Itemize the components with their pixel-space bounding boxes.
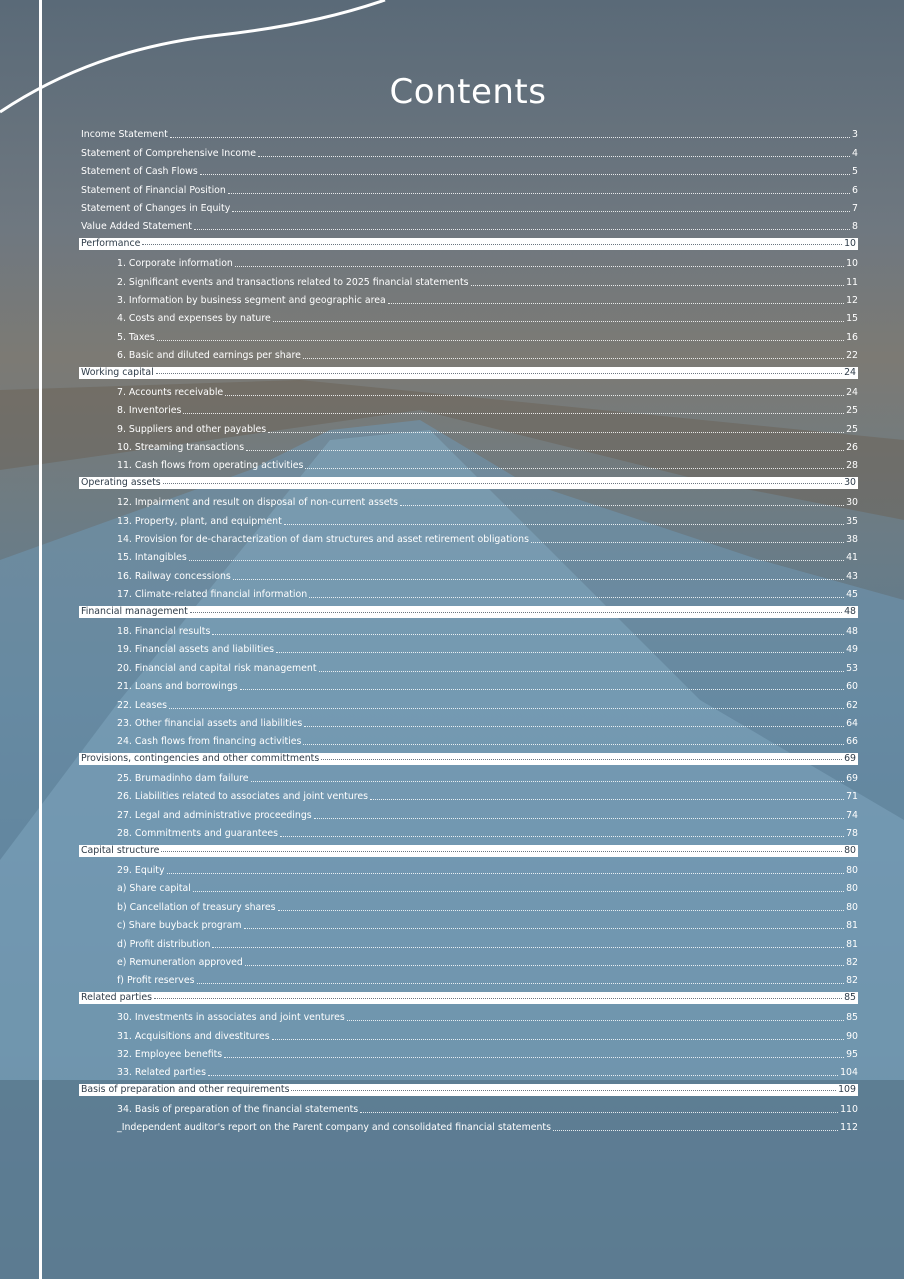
toc-entry-label: c) Share buyback program: [117, 920, 242, 932]
toc-entry[interactable]: [79, 215, 858, 233]
toc-entry-label: f) Profit reserves: [117, 975, 195, 987]
toc-entry-label: 19. Financial assets and liabilities: [117, 644, 275, 656]
toc-subentry[interactable]: [79, 895, 858, 913]
toc-entry-label: e) Remuneration approved: [117, 956, 243, 968]
toc-page-number: 48: [844, 606, 856, 618]
toc-section-header[interactable]: [79, 753, 858, 765]
toc-section-header[interactable]: [79, 477, 858, 489]
dot-leader: [156, 372, 842, 374]
toc-page-number: 80: [846, 901, 858, 913]
toc-subentry[interactable]: [79, 693, 858, 711]
toc-entry-label: Working capital: [81, 367, 154, 379]
toc-page-number: 112: [840, 1122, 858, 1134]
toc-page-number: 74: [846, 809, 858, 821]
toc-subentry[interactable]: [79, 951, 858, 969]
toc-subentry[interactable]: [79, 932, 858, 950]
dot-leader: [244, 927, 845, 929]
toc-entry-label: Basis of preparation and other requirements: [81, 1084, 290, 1096]
toc-subentry[interactable]: [79, 528, 858, 546]
toc-entry-label: 26. Liabilities related to associates and joint ventures: [117, 791, 369, 803]
toc-entry-label: 10. Streaming transactions: [117, 442, 245, 454]
toc-page-number: 49: [846, 644, 858, 656]
toc-subentry[interactable]: [79, 1043, 858, 1061]
toc-subentry[interactable]: [79, 380, 858, 398]
dot-leader: [246, 449, 844, 451]
toc-page-number: 12: [846, 294, 858, 306]
toc-entry-label: 31. Acquisitions and divestitures: [117, 1030, 270, 1042]
toc-subentry[interactable]: [79, 509, 858, 527]
toc-page-number: 7: [852, 202, 858, 214]
toc-entry-label: Statement of Financial Position: [81, 184, 226, 196]
dot-leader: [303, 357, 844, 359]
toc-subentry[interactable]: [79, 344, 858, 362]
toc-page-number: 30: [846, 497, 858, 509]
toc-entry-label: Provisions, contingencies and other committments: [81, 753, 320, 765]
toc-subentry[interactable]: [79, 307, 858, 325]
dot-leader: [190, 611, 842, 613]
toc-page-number: 8: [852, 221, 858, 233]
toc-entry-label: 22. Leases: [117, 699, 167, 711]
toc-page-number: 25: [846, 423, 858, 435]
toc-subentry[interactable]: [79, 436, 858, 454]
dot-leader: [471, 284, 845, 286]
toc-page-number: 104: [840, 1067, 858, 1079]
dot-leader: [284, 523, 844, 525]
dot-leader: [183, 412, 844, 414]
toc-page-number: 80: [846, 883, 858, 895]
dot-leader: [245, 964, 844, 966]
toc-page-number: 82: [846, 975, 858, 987]
dot-leader: [319, 670, 845, 672]
dot-leader: [161, 850, 842, 852]
toc-entry-label: 6. Basic and diluted earnings per share: [117, 350, 301, 362]
toc-page-number: 81: [846, 920, 858, 932]
toc-subentry[interactable]: [79, 270, 858, 288]
toc-subentry[interactable]: [79, 803, 858, 821]
toc-page-number: 53: [846, 662, 858, 674]
dot-leader: [193, 890, 844, 892]
toc-subentry[interactable]: [79, 1061, 858, 1079]
toc-page-number: 85: [844, 992, 856, 1004]
toc-page-number: 64: [846, 717, 858, 729]
toc-page-number: 45: [846, 589, 858, 601]
toc-entry-label: Statement of Changes in Equity: [81, 202, 231, 214]
toc-entry-label: 11. Cash flows from operating activities: [117, 460, 304, 472]
dot-leader: [170, 136, 850, 138]
toc-page-number: 35: [846, 515, 858, 527]
toc-entry-label: 28. Commitments and guarantees: [117, 828, 278, 840]
toc-subentry[interactable]: [79, 546, 858, 564]
dot-leader: [309, 596, 844, 598]
toc-page-number: 24: [846, 386, 858, 398]
toc-subentry[interactable]: [79, 675, 858, 693]
toc-entry-label: 17. Climate-related financial information: [117, 589, 308, 601]
toc-subentry[interactable]: [79, 877, 858, 895]
toc-page-number: 109: [838, 1084, 856, 1096]
dot-leader: [276, 651, 844, 653]
toc-entry-label: 21. Loans and borrowings: [117, 681, 238, 693]
toc-subentry[interactable]: [79, 969, 858, 987]
toc-entry-label: 3. Information by business segment and geographic area: [117, 294, 386, 306]
toc-page-number: 82: [846, 956, 858, 968]
dot-leader: [142, 243, 842, 245]
toc-page-number: 110: [840, 1104, 858, 1116]
decorative-vertical-line: [39, 0, 42, 1279]
toc-section-header[interactable]: [79, 367, 858, 379]
dot-leader: [157, 339, 844, 341]
toc-page-number: 26: [846, 442, 858, 454]
toc-entry-label: 27. Legal and administrative proceedings: [117, 809, 312, 821]
toc-subentry[interactable]: [79, 1098, 858, 1116]
dot-leader: [169, 707, 844, 709]
toc-entry-label: 34. Basis of preparation of the financial statements: [117, 1104, 359, 1116]
toc-section-header[interactable]: [79, 606, 858, 618]
toc-subentry[interactable]: [79, 564, 858, 582]
toc-entry-label: 1. Corporate information: [117, 258, 233, 270]
dot-leader: [272, 1038, 844, 1040]
toc-entry-label: 2. Significant events and transactions related to 2025 financial statements: [117, 276, 469, 288]
dot-leader: [235, 265, 844, 267]
toc-entry-label: Financial management: [81, 606, 188, 618]
dot-leader: [291, 1089, 836, 1091]
dot-leader: [189, 559, 844, 561]
toc-subentry[interactable]: [79, 252, 858, 270]
toc-entry-label: 9. Suppliers and other payables: [117, 423, 267, 435]
toc-entry-label: 18. Financial results: [117, 625, 211, 637]
toc-page-number: 80: [844, 845, 856, 857]
toc-entry-label: 32. Employee benefits: [117, 1048, 223, 1060]
toc-subentry[interactable]: [79, 583, 858, 601]
dot-leader: [360, 1111, 838, 1113]
toc-subentry[interactable]: [79, 1006, 858, 1024]
toc-entry-label: 20. Financial and capital risk management: [117, 662, 317, 674]
toc-entry-label: 12. Impairment and result on disposal of non-current assets: [117, 497, 399, 509]
dot-leader: [278, 909, 844, 911]
dot-leader: [208, 1074, 838, 1076]
toc-subentry[interactable]: [79, 454, 858, 472]
dot-leader: [163, 482, 842, 484]
toc-page-number: 81: [846, 938, 858, 950]
toc-page-number: 22: [846, 350, 858, 362]
toc-subentry[interactable]: [79, 1024, 858, 1042]
toc-page-number: 69: [844, 753, 856, 765]
toc-page-number: 16: [846, 331, 858, 343]
dot-leader: [400, 504, 844, 506]
dot-leader: [240, 688, 844, 690]
toc-subentry[interactable]: [79, 914, 858, 932]
toc-page-number: 80: [846, 865, 858, 877]
toc-entry[interactable]: [79, 160, 858, 178]
dot-leader: [273, 320, 844, 322]
toc-page-number: 11: [846, 276, 858, 288]
toc-subentry[interactable]: [79, 730, 858, 748]
toc-entry-label: 24. Cash flows from financing activities: [117, 736, 302, 748]
dot-leader: [212, 633, 844, 635]
toc-subentry[interactable]: [79, 638, 858, 656]
dot-leader: [232, 210, 850, 212]
toc-section-header[interactable]: [79, 992, 858, 1004]
toc-section-header[interactable]: [79, 845, 858, 857]
toc-page-number: 60: [846, 681, 858, 693]
toc-page-number: 48: [846, 625, 858, 637]
toc-subentry[interactable]: [79, 491, 858, 509]
toc-page-number: 85: [846, 1012, 858, 1024]
toc-entry-label: Related parties: [81, 992, 153, 1004]
toc-page-number: 30: [844, 477, 856, 489]
toc-entry-label: 29. Equity: [117, 865, 165, 877]
toc-page-number: 25: [846, 405, 858, 417]
toc-entry-label: 33. Related parties: [117, 1067, 206, 1079]
toc-subentry[interactable]: [79, 712, 858, 730]
toc-subentry[interactable]: [79, 859, 858, 877]
toc-entry-label: 8. Inventories: [117, 405, 182, 417]
toc-page-number: 4: [852, 147, 858, 159]
toc-entry-label: 4. Costs and expenses by nature: [117, 313, 271, 325]
toc-entry[interactable]: [79, 178, 858, 196]
toc-page-number: 41: [846, 552, 858, 564]
toc-page-number: 10: [844, 238, 856, 250]
toc-page-number: 71: [846, 791, 858, 803]
toc-page-number: 62: [846, 699, 858, 711]
toc-entry-label: 16. Railway concessions: [117, 570, 231, 582]
dot-leader: [321, 758, 842, 760]
dot-leader: [280, 835, 844, 837]
toc-page-number: 5: [852, 166, 858, 178]
toc-subentry[interactable]: [79, 289, 858, 307]
toc-entry-label: 14. Provision for de-characterization of dam structures and asset retirement obligations: [117, 533, 529, 545]
toc-entry[interactable]: [79, 123, 858, 141]
dot-leader: [225, 394, 844, 396]
dot-leader: [531, 541, 844, 543]
toc-page-number: 6: [852, 184, 858, 196]
dot-leader: [303, 743, 844, 745]
dot-leader: [370, 798, 844, 800]
dot-leader: [553, 1129, 838, 1131]
dot-leader: [251, 780, 844, 782]
toc-subentry[interactable]: [79, 656, 858, 674]
dot-leader: [347, 1019, 844, 1021]
toc-page-number: 66: [846, 736, 858, 748]
toc-section-header[interactable]: [79, 1084, 858, 1096]
toc-subentry[interactable]: [79, 1116, 858, 1134]
toc-entry-label: _Independent auditor's report on the Parent company and consolidated financial statements: [117, 1122, 551, 1134]
toc-page-number: 28: [846, 460, 858, 472]
toc-subentry[interactable]: [79, 417, 858, 435]
dot-leader: [258, 155, 850, 157]
toc-entry-label: Income Statement: [81, 129, 168, 141]
toc-entry-label: Statement of Cash Flows: [81, 166, 198, 178]
toc-subentry[interactable]: [79, 620, 858, 638]
toc-page-number: 43: [846, 570, 858, 582]
dot-leader: [194, 228, 850, 230]
dot-leader: [167, 872, 845, 874]
toc-subentry[interactable]: [79, 767, 858, 785]
toc-page-number: 95: [846, 1048, 858, 1060]
toc-page-number: 3: [852, 129, 858, 141]
page-title: Contents: [389, 72, 547, 112]
toc-entry-label: Performance: [81, 238, 141, 250]
toc-page-number: 10: [846, 258, 858, 270]
toc-entry-label: Value Added Statement: [81, 221, 192, 233]
toc-page-number: 24: [844, 367, 856, 379]
toc-entry-label: b) Cancellation of treasury shares: [117, 901, 276, 913]
toc-entry-label: Capital structure: [81, 845, 160, 857]
dot-leader: [200, 173, 850, 175]
dot-leader: [305, 467, 844, 469]
dot-leader: [233, 578, 844, 580]
toc-entry-label: 23. Other financial assets and liabilities: [117, 717, 303, 729]
toc-section-header[interactable]: [79, 238, 858, 250]
toc-entry-label: a) Share capital: [117, 883, 191, 895]
toc-entry-label: 30. Investments in associates and joint ventures: [117, 1012, 345, 1024]
toc-page-number: 15: [846, 313, 858, 325]
toc-subentry[interactable]: [79, 399, 858, 417]
toc-entry-label: Operating assets: [81, 477, 161, 489]
toc-subentry[interactable]: [79, 785, 858, 803]
dot-leader: [268, 431, 844, 433]
toc-page-number: 38: [846, 533, 858, 545]
dot-leader: [197, 982, 845, 984]
toc-entry-label: 25. Brumadinho dam failure: [117, 773, 249, 785]
toc-page-number: 69: [846, 773, 858, 785]
toc-entry-label: 7. Accounts receivable: [117, 386, 224, 398]
dot-leader: [314, 817, 844, 819]
dot-leader: [388, 302, 844, 304]
toc-subentry[interactable]: [79, 822, 858, 840]
toc-entry-label: 13. Property, plant, and equipment: [117, 515, 282, 527]
dot-leader: [304, 725, 844, 727]
dot-leader: [228, 192, 850, 194]
dot-leader: [224, 1056, 844, 1058]
toc-entry-label: 15. Intangibles: [117, 552, 187, 564]
toc-entry-label: d) Profit distribution: [117, 938, 211, 950]
toc-subentry[interactable]: [79, 325, 858, 343]
decorative-curve: [0, 0, 904, 140]
toc-page-number: 90: [846, 1030, 858, 1042]
toc-entry[interactable]: [79, 141, 858, 159]
toc-page-number: 78: [846, 828, 858, 840]
toc-entry[interactable]: [79, 197, 858, 215]
dot-leader: [212, 946, 844, 948]
toc-entry-label: Statement of Comprehensive Income: [81, 147, 257, 159]
toc-entry-label: 5. Taxes: [117, 331, 155, 343]
dot-leader: [154, 997, 842, 999]
table-of-contents: [79, 123, 858, 1134]
